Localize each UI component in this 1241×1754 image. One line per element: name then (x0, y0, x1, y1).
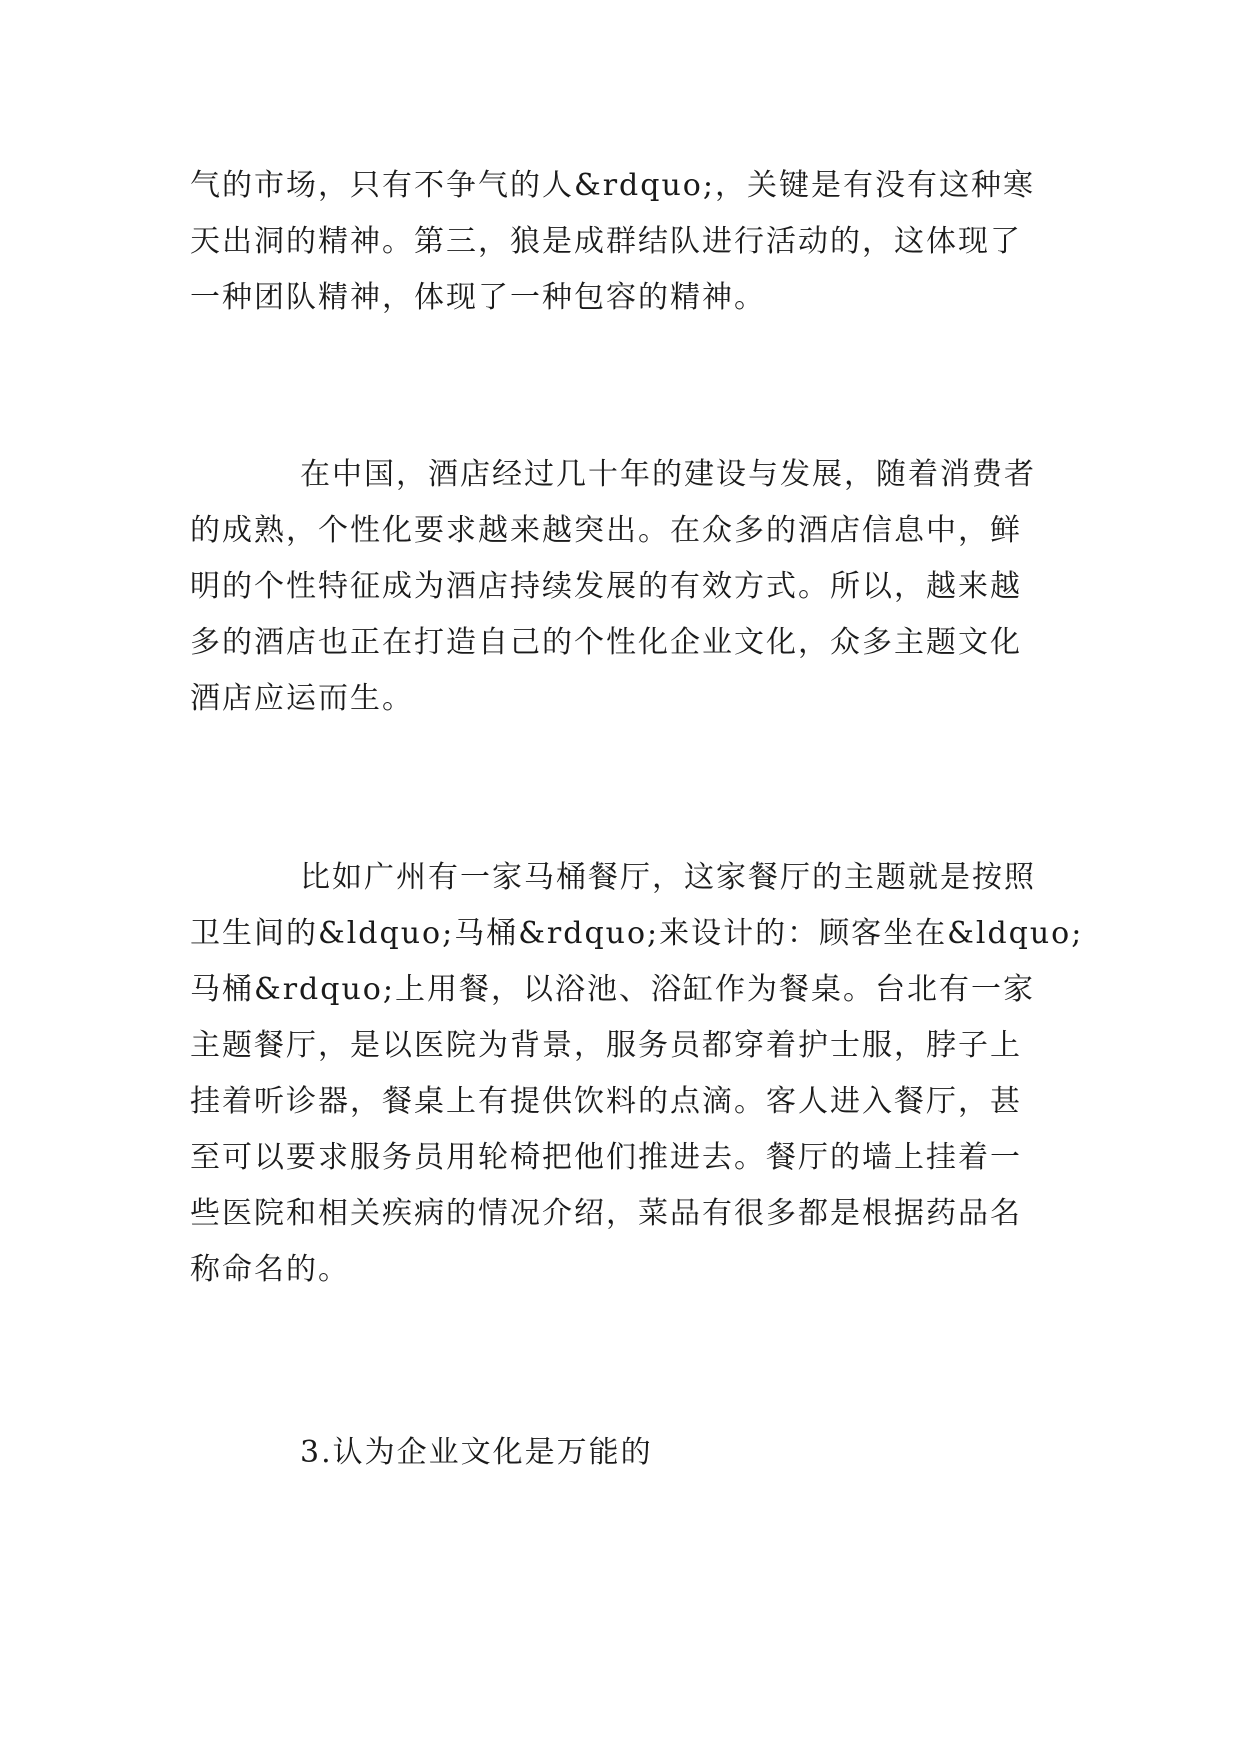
paragraph-2-line-5: 酒店应运而生。 (190, 681, 414, 716)
paragraph-3-line-4: 主题餐厅，是以医院为背景，服务员都穿着护士服，脖子上 (190, 1028, 1022, 1063)
paragraph-2-line-4: 多的酒店也正在打造自己的个性化企业文化，众多主题文化 (190, 625, 1022, 660)
paragraph-2-line-3: 明的个性特征成为酒店持续发展的有效方式。所以，越来越 (190, 569, 1022, 604)
paragraph-2-line-2: 的成熟，个性化要求越来越突出。在众多的酒店信息中，鲜 (190, 513, 1022, 548)
paragraph-3-line-7: 些医院和相关疾病的情况介绍，菜品有很多都是根据药品名 (190, 1196, 1022, 1231)
paragraph-3-line-3: 马桶&rdquo;上用餐，以浴池、浴缸作为餐桌。台北有一家 (190, 972, 1035, 1007)
paragraph-1-line-3: 一种团队精神，体现了一种包容的精神。 (190, 280, 766, 315)
paragraph-3-line-1: 比如广州有一家马桶餐厅，这家餐厅的主题就是按照 (300, 860, 1036, 895)
paragraph-1-line-2: 天出洞的精神。第三，狼是成群结队进行活动的，这体现了 (190, 224, 1022, 259)
paragraph-3-line-8: 称命名的。 (190, 1252, 350, 1287)
paragraph-3-line-5: 挂着听诊器，餐桌上有提供饮料的点滴。客人进入餐厅，甚 (190, 1084, 1022, 1119)
section-heading: 3.认为企业文化是万能的 (300, 1435, 653, 1470)
paragraph-3-line-6: 至可以要求服务员用轮椅把他们推进去。餐厅的墙上挂着一 (190, 1140, 1022, 1175)
paragraph-2-line-1: 在中国，酒店经过几十年的建设与发展，随着消费者 (300, 457, 1036, 492)
paragraph-1-line-1: 气的市场，只有不争气的人&rdquo;，关键是有没有这种寒 (190, 168, 1035, 203)
paragraph-3-line-2: 卫生间的&ldquo;马桶&rdquo;来设计的：顾客坐在&ldquo; (190, 916, 1084, 951)
